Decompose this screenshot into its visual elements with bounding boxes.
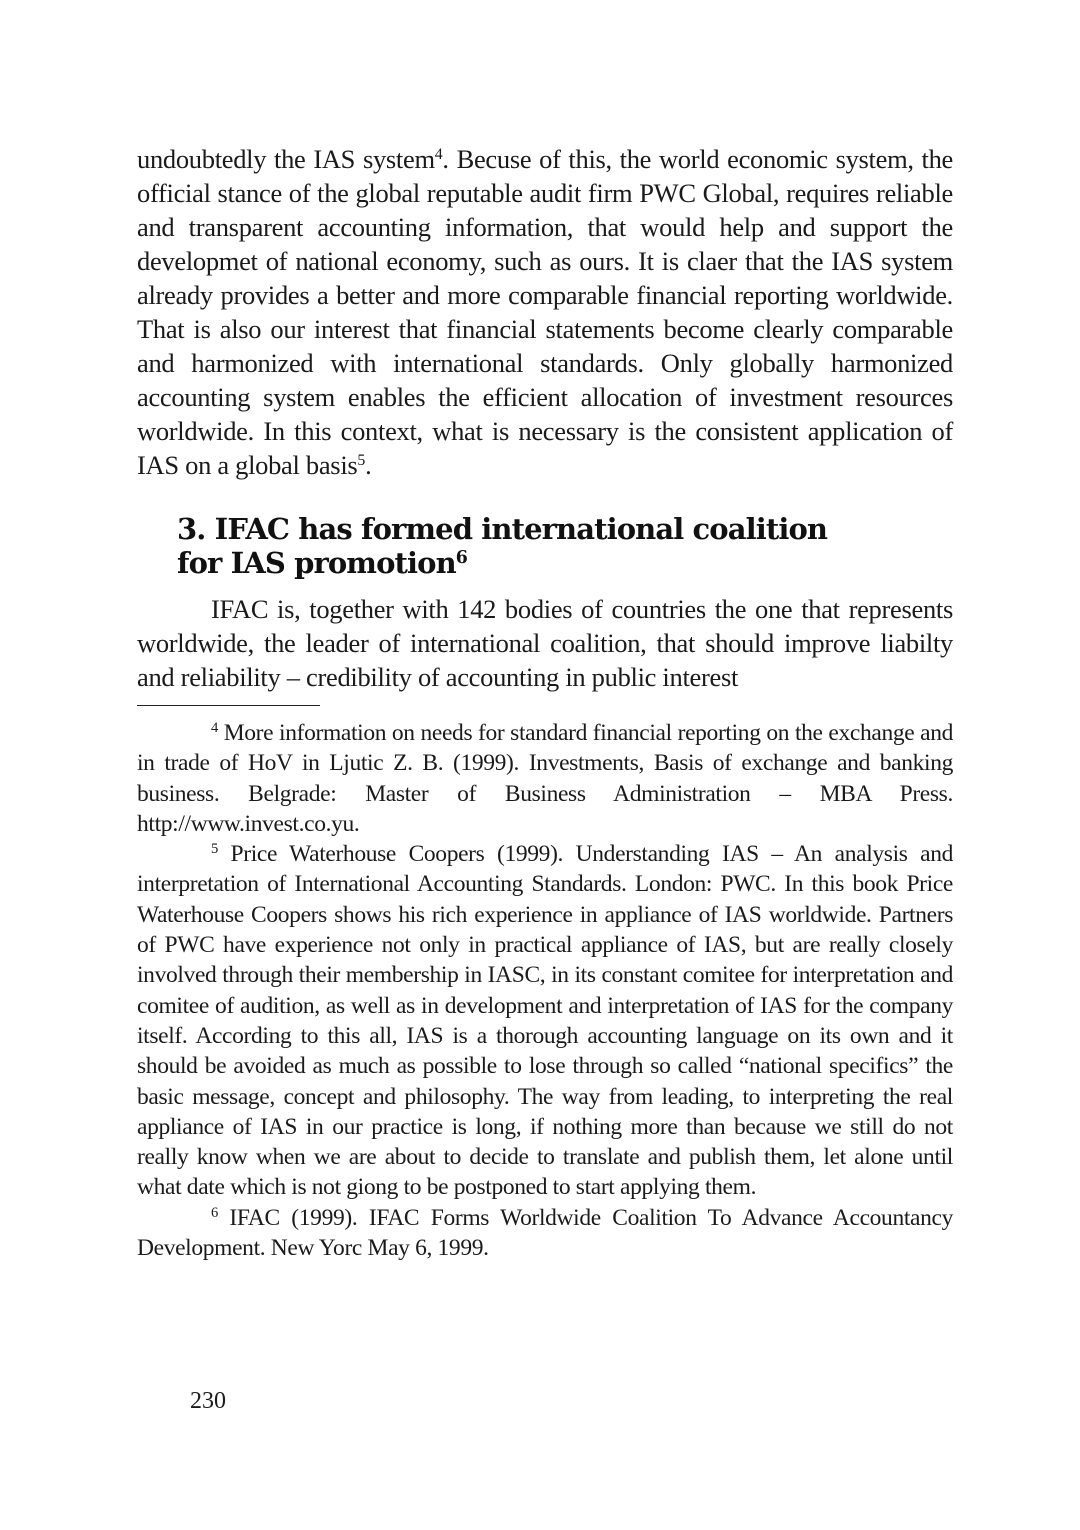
footnote-ref-5[interactable]: 5 <box>357 452 366 470</box>
body-paragraph-1 <box>137 142 953 482</box>
footnote-marker: 5 <box>211 841 218 858</box>
page-number: 230 <box>190 1388 226 1414</box>
footnote-text: IFAC (1999). IFAC Forms Worldwide Coalition To Advance Accountancy Development. New Yorc May 6, 1999. <box>137 1204 953 1262</box>
footnote-text: Price Waterhouse Coopers (1999). Understanding IAS – An analysis and interpretation of International Accounting Standards. London: PWC. In this book Price Waterhouse Coopers shows his rich experience in appliance of IAS worldwide. Partners of PWC have experience not only in practical appliance of IAS, but are really closely involved through their membership in IASC, in its constant comitee for interpretation and comitee of audition, as well as in development and interpretation of IAS for the company itself. According to this all, IAS is a thorough accounting language on its own and it should be avoided as much as possible to lose through so called “national specifics” the basic message, concept and philosophy. The way from leading, to interpreting the real appliance of IAS in our practice is long, if nothing more than because we still do not really know when we are about to decide to translate and publish them, let alone until what date which is not giong to be postponed to start applying them. <box>137 841 953 1201</box>
footnote-5 <box>137 839 953 1203</box>
paragraph-1-text-start: undoubtedly the IAS system <box>137 144 435 174</box>
footnotes-section <box>137 718 953 1263</box>
paragraph-1-text-middle: . Becuse of this, the world economic system, the official stance of the global reputable audit firm PWC Global, requires reliable and transparent accounting information, that would help and support the developmet of national economy, such as ours. It is claer that the IAS system already provides a better and more comparable financial reporting worldwide. That is also our interest that financial statements become clearly comparable and harmonized with international standards. Only globally harmonized accounting system enables the efficient allocation of investment resources worldwide. In this context, what is necessary is the consistent application of IAS on a global basis <box>137 144 954 480</box>
section-heading <box>177 512 953 580</box>
section-heading-line-2: for IAS promotion <box>177 546 456 580</box>
footnote-ref-4[interactable]: 4 <box>434 146 443 164</box>
paragraph-1-text-end: . <box>365 450 372 480</box>
footnote-ref-6[interactable]: 6 <box>455 548 467 569</box>
footnote-marker: 4 <box>211 720 218 737</box>
footnote-separator <box>137 705 320 706</box>
section-heading-line-2-wrap <box>177 546 953 580</box>
section-heading-line-1: 3. IFAC has formed international coalition <box>177 512 828 546</box>
document-page <box>137 142 953 1263</box>
footnote-marker: 6 <box>211 1204 218 1221</box>
footnote-text: More information on needs for standard financial reporting on the exchange and in trade of HoV in Ljutic Z. B. (1999). Investments, Basis of exchange and banking business. Belgrade: Master of Business Administration – MBA Press. http://www.invest.co.yu. <box>137 720 953 837</box>
footnote-6 <box>137 1203 953 1264</box>
body-paragraph-2: IFAC is, together with 142 bodies of countries the one that represents worldwide, the leader of international coalition, that should improve liabilty and reliability – credibility of accounting in public interest <box>137 594 953 692</box>
footnote-4 <box>137 718 953 839</box>
